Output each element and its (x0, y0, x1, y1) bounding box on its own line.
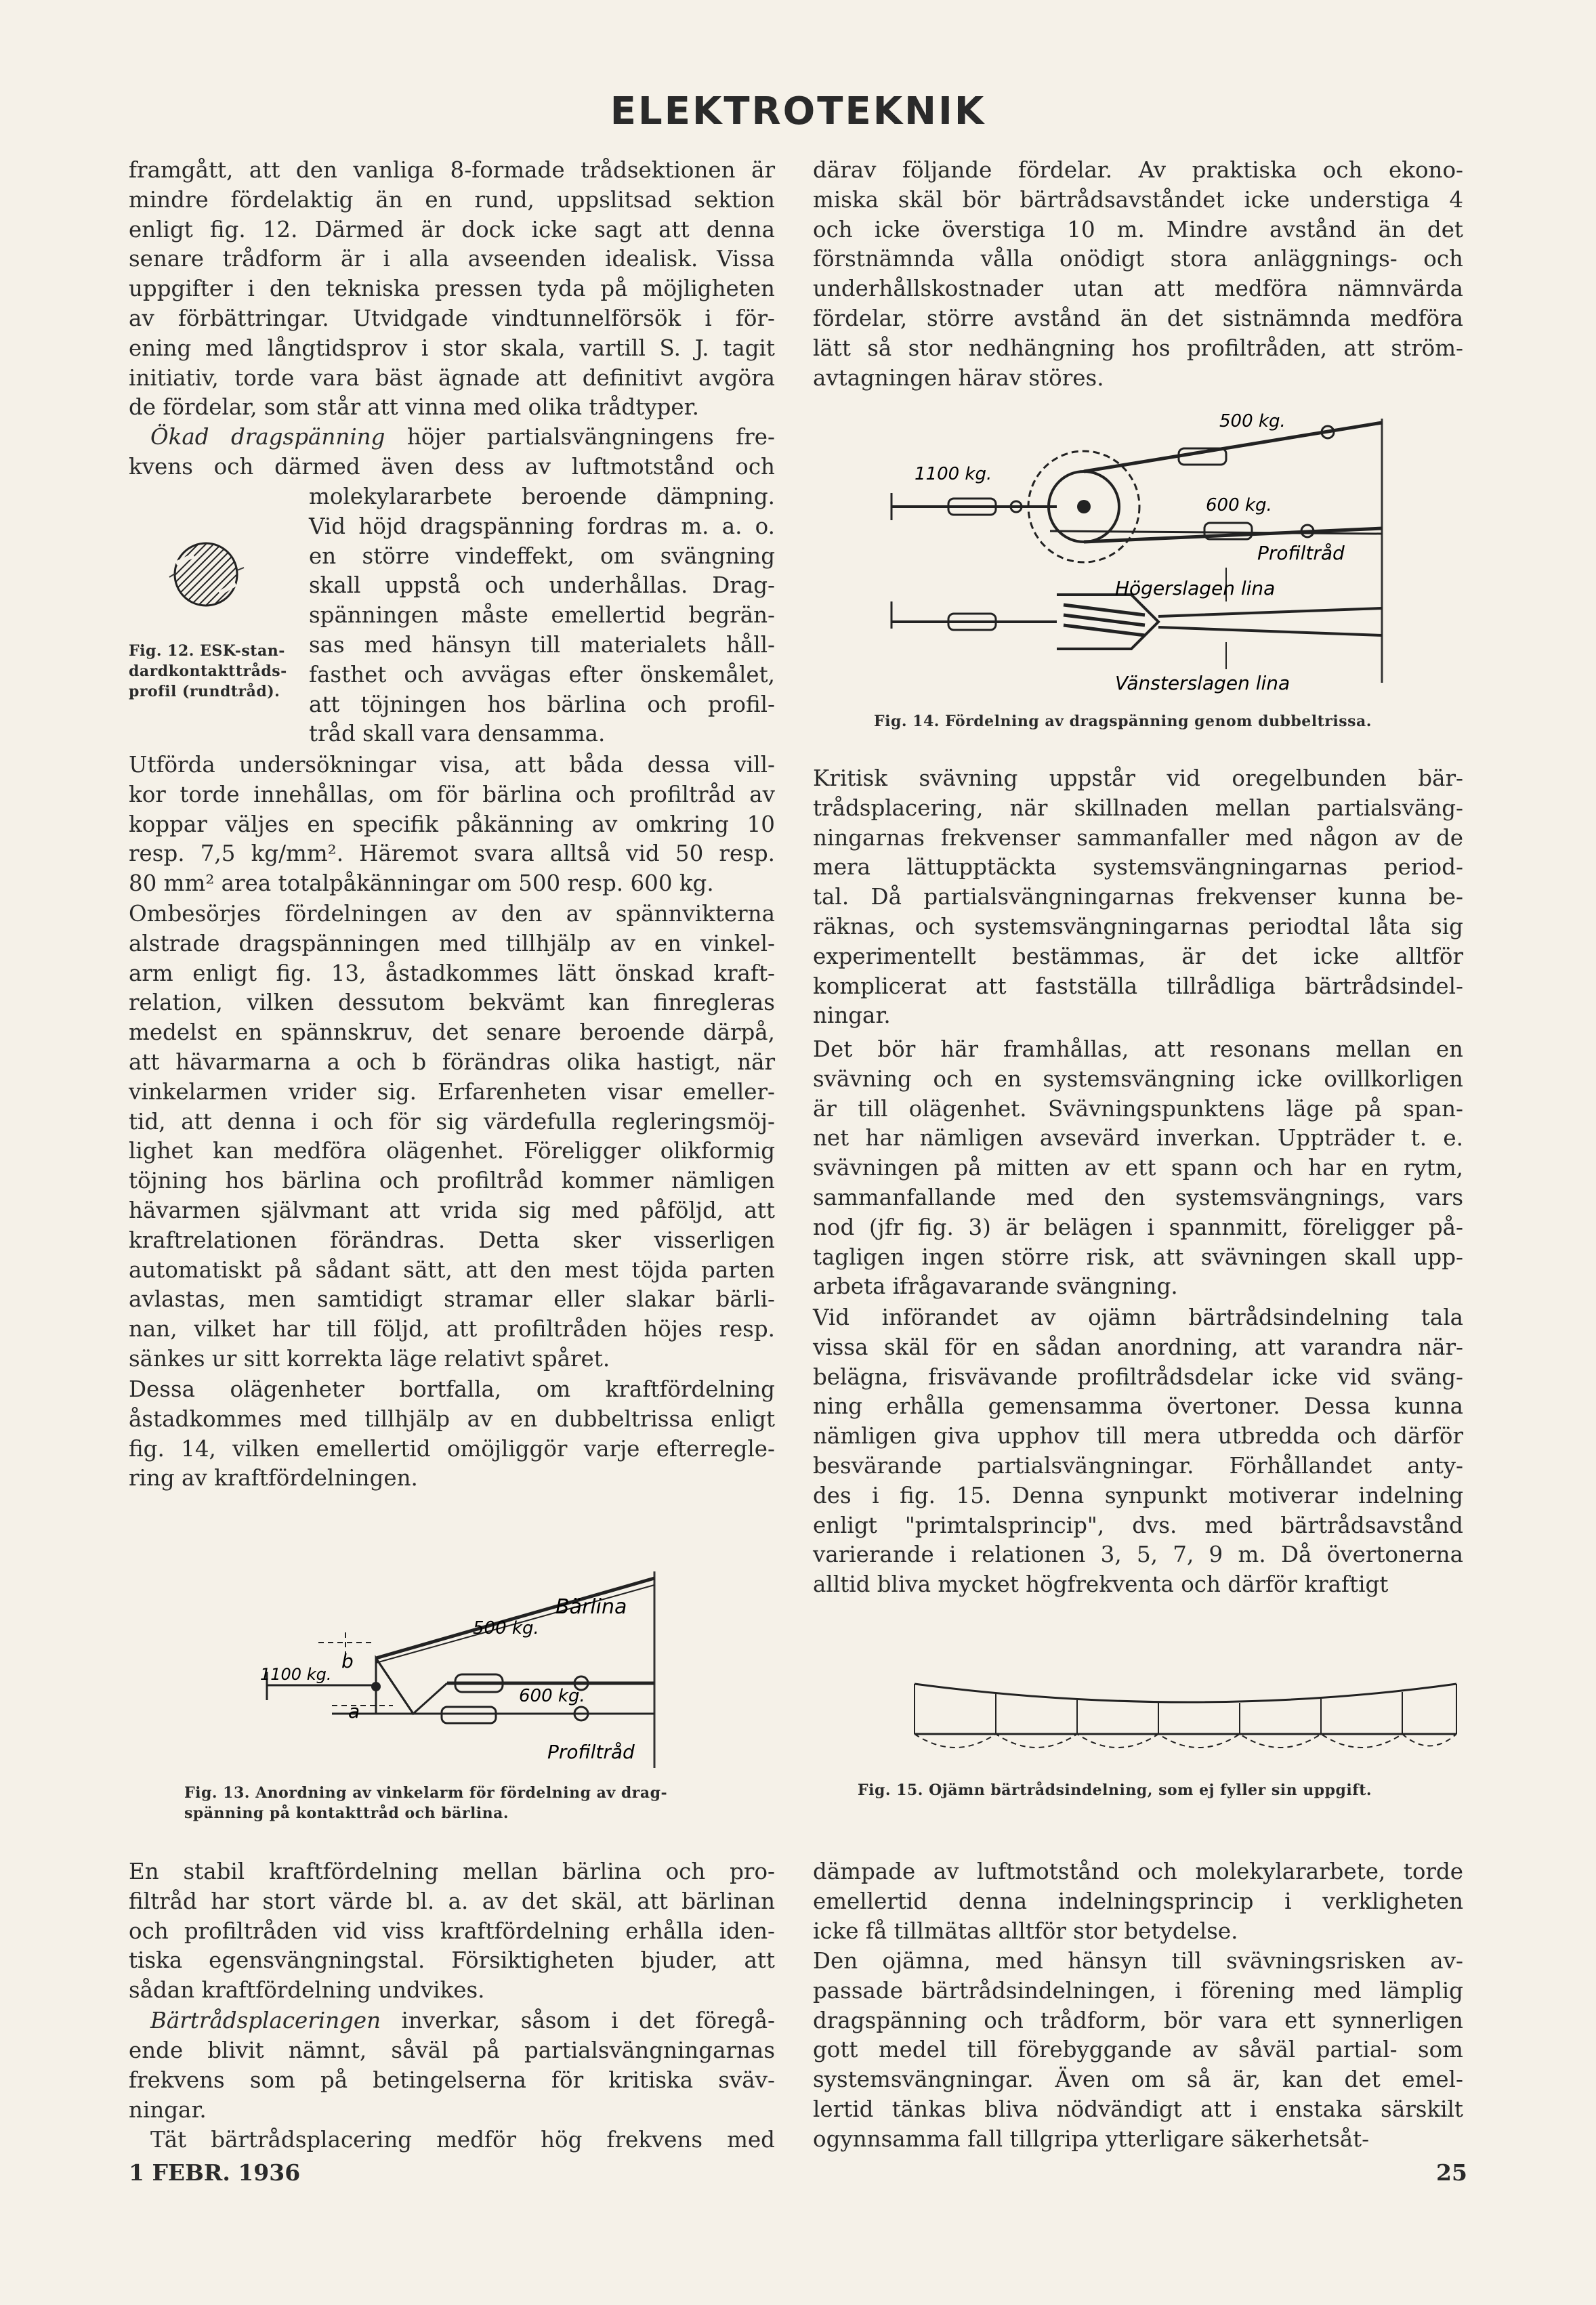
text-line: vinkelarmen vrider sig. Erfarenheten visar emeller- (129, 1078, 775, 1105)
left-paragraph-5 (129, 1375, 775, 1494)
left-paragraph-7 (129, 2036, 775, 2125)
text-line: profil (rundtråd). (129, 683, 280, 700)
text-line: relation, vilken dessutom bekvämt kan finregleras (129, 990, 775, 1016)
text-line: kraftrelationen förändras. Detta sker visserligen (129, 1227, 775, 1253)
text-line: resp. 7,5 kg/mm². Häremot svara alltså vid 50 resp. (129, 841, 775, 867)
text-line: arm enligt fig. 13, åstadkommes lätt önskad kraft- (129, 960, 775, 986)
bartradsplaceringen-lead: Bärtrådsplaceringen (150, 2008, 381, 2033)
text-line: frekvens som på betingelserna för kritiska sväv- (129, 2067, 775, 2093)
text-line: koppar väljes en specifik påkänning av omkring 10 (129, 811, 775, 837)
left-paragraph-6 (129, 1857, 775, 2006)
text-line: miska skäl bör bärtrådsavståndet icke understiga 4 (813, 186, 1463, 213)
fig14-1100kg-label: 1100 kg. (915, 464, 992, 484)
footer-date: 1 FEBR. 1936 (129, 2159, 301, 2186)
text-line: des i fig. 15. Denna synpunkt motiverar indelning (813, 1482, 1463, 1508)
text-line: underhållskostnader utan att medföra nämnvärda (813, 276, 1463, 302)
text-line: och profiltråden vid viss kraftfördelning erhålla iden- (129, 1918, 775, 1944)
text-line: filtråd har stort värde bl. a. av det skäl, att bärlinan (129, 1888, 775, 1914)
text-line: nod (jfr fig. 3) är belägen i spannmitt, föreligger på- (813, 1214, 1463, 1240)
text-line: sänkes ur sitt korrekta läge relativt spåret. (129, 1345, 610, 1372)
p7-first-rest: inverkar, såsom i det föregå- (381, 2008, 775, 2033)
text-line: uppgifter i den tekniska pressen tyda på möjligheten (129, 276, 775, 302)
text-line: Vid införandet av ojämn bärtrådsindelning tala (813, 1305, 1463, 1330)
text-line: ring av kraftfördelningen. (129, 1465, 418, 1492)
right-paragraph-3 (813, 1035, 1463, 1302)
text-line: trådsplacering, när skillnaden mellan partialsväng- (813, 795, 1463, 821)
text-line: sammanfallande med den systemsvängnings, vars (813, 1184, 1463, 1210)
fig13-500kg-label: 500 kg. (473, 1618, 539, 1638)
fig13-profiltrad-label: Profiltråd (547, 1741, 635, 1763)
ökad-dragspanning-lead: Ökad dragspänning (150, 424, 385, 450)
fig14-diagram (887, 398, 1402, 703)
text-line: besvärande partialsvängningar. Förhållandet anty- (813, 1452, 1463, 1479)
right-paragraph-2 (813, 764, 1463, 1031)
text-line: 80 mm² area totalpåkänningar om 500 resp. 600 kg. (129, 870, 714, 897)
left-paragraph-1 (129, 156, 775, 423)
text-line: förstnämnda vålla onödigt stora anläggnings- och (813, 246, 1463, 272)
text-line: emellertid denna indelningsprincip i verkligheten (813, 1888, 1463, 1914)
text-line: Tät bärtrådsplacering medför hög frekvens med (150, 2127, 775, 2153)
text-line: är till olägenhet. Svävningspunktens läge på span- (813, 1095, 1463, 1122)
right-paragraph-4 (813, 1303, 1463, 1600)
text-line: senare trådform är i alla avseenden idealisk. Vissa (129, 246, 775, 272)
text-line: dämpade av luftmotstånd och molekylararbete, torde (813, 1859, 1463, 1884)
text-line: mera lättupptäckta systemsvängningarnas period- (813, 854, 1463, 881)
text-line: Kritisk svävning uppstår vid oregelbunden bär- (813, 765, 1463, 791)
text-line: Fig. 13. Anordning av vinkelarm för fördelning av drag- (184, 1784, 668, 1802)
right-paragraph-6 (813, 1947, 1463, 2155)
text-line: Utförda undersökningar visa, att båda dessa vill- (129, 752, 775, 778)
fig13-b-label: b (341, 1650, 354, 1672)
left-paragraph-4 (129, 900, 775, 1374)
left-paragraph-8 (150, 2126, 775, 2155)
text-line: Fig. 12. ESK-stan- (129, 642, 285, 660)
footer-page-number: 25 (1436, 2159, 1467, 2186)
text-line: att hävarmarna a och b förändras olika hastigt, när (129, 1049, 775, 1075)
text-line: experimentellt bestämmas, är det icke alltför (813, 943, 1463, 969)
text-line: av förbättringar. Utvidgade vindtunnelförsök i för- (129, 305, 775, 331)
text-line: systemsvängningar. Även om så är, kan det emel- (813, 2067, 1463, 2093)
text-line: nan, vilket har till följd, att profiltråden höjes resp. (129, 1316, 775, 1342)
text-line: tid, att denna i och för sig värdefulla regleringsmöj- (129, 1108, 775, 1135)
fig13-barlina-label: Bärlina (555, 1595, 627, 1619)
text-line: fördelar, större avstånd än det sistnämnda medföra (813, 305, 1463, 331)
fig12-wire-profile (167, 536, 248, 611)
text-line: kor torde innehållas, om för bärlina och profiltråd av (129, 781, 775, 807)
text-line: dragspänning och trådform, bör vara ett synnerligen (813, 2007, 1463, 2033)
left-paragraph-2-indented (309, 482, 775, 749)
text-line: fasthet och avvägas efter önskemålet, (309, 661, 775, 688)
text-line: Ombesörjes fördelningen av den av spännvikterna (129, 901, 775, 927)
text-line: ening med långtidsprov i stor skala, vartill S. J. tagit (129, 335, 775, 361)
fig13-caption (184, 1783, 667, 1823)
text-line: framgått, att den vanliga 8-formade trådsektionen är (129, 157, 775, 183)
text-line: töjning hos bärlina och profiltråd kommer nämligen (129, 1168, 775, 1194)
text-line: medelst en spännskruv, det senare beroende därpå, (129, 1019, 775, 1046)
text-line: tråd skall vara densamma. (309, 721, 606, 747)
text-line: arbeta ifrågavarande svängning. (813, 1273, 1178, 1300)
text-line: Den ojämna, med hänsyn till svävningsrisken av- (813, 1948, 1463, 1974)
text-line: komplicerat att fastställa tillrådliga bärtrådsindel- (813, 973, 1463, 999)
page-header: ELEKTROTEKNIK (610, 89, 986, 133)
left-paragraph-2-start (150, 423, 775, 452)
text-line: molekylararbete beroende dämpning. (309, 484, 775, 509)
text-line: Vid höjd dragspänning fordras m. a. o. (309, 513, 775, 539)
text-line: de fördelar, som står att vinna med olika trådtyper. (129, 394, 699, 421)
text-line: att töjningen hos bärlina och profil- (309, 691, 775, 717)
text-line: vissa skäl för en sådan anordning, att varandra när- (813, 1334, 1463, 1360)
text-line: ning erhålla gemensamma övertoner. Dessa kunna (813, 1393, 1463, 1420)
text-line: automatiskt på sådant sätt, att den mest töjda parten (129, 1256, 775, 1283)
text-line: ningarnas frekvenser sammanfaller med någon av de (813, 824, 1463, 851)
text-line: svävning och en systemsvängning icke ovillkorligen (813, 1065, 1463, 1092)
text-line: alltid bliva mycket högfrekventa och därför kraftigt (813, 1571, 1389, 1598)
text-line: alstrade dragspänningen med tillhjälp av en vinkel- (129, 930, 775, 956)
text-line: svävningen på mitten av ett spann och har en rytm, (813, 1155, 1463, 1181)
left-paragraph-7-start (150, 2006, 775, 2036)
fig14-vanster-label: Vänsterslagen lina (1115, 672, 1290, 694)
p2-first-rest: höjer partialsvängningens fre- (385, 424, 775, 450)
text-line: Dessa olägenheter bortfalla, om kraftfördelning (129, 1376, 775, 1402)
text-line: net har nämligen avsevärd inverkan. Uppträder t. e. (813, 1125, 1463, 1151)
text-line: gott medel till förebyggande av såväl partial- som (813, 2037, 1463, 2063)
left-paragraph-2-line2 (129, 452, 775, 482)
text-line: avlastas, men samtidigt stramar eller slakar bärli- (129, 1286, 775, 1313)
text-line: lätt så stor nedhängning hos profiltråden, att ström- (813, 335, 1463, 361)
text-line: skall uppstå och underhållas. Drag- (309, 572, 775, 599)
text-line: varierande i relationen 3, 5, 7, 9 m. Då övertonerna (813, 1542, 1463, 1568)
fig15-caption: Fig. 15. Ojämn bärtrådsindelning, som ej fyller sin uppgift. (858, 1781, 1372, 1799)
text-line: åstadkommes med tillhjälp av en dubbeltrissa enligt (129, 1405, 775, 1432)
right-paragraph-1 (813, 156, 1463, 393)
fig14-500kg-label: 500 kg. (1219, 411, 1286, 431)
text-line: ende blivit nämnt, såväl på partialsvängningarnas (129, 2037, 775, 2063)
text-line: mindre fördelaktig än en rund, uppslitsad sektion (129, 186, 775, 213)
text-line: En stabil kraftfördelning mellan bärlina och pro- (129, 1859, 775, 1884)
text-line: ogynnsamma fall tillgripa ytterligare säkerhetsåt- (813, 2126, 1370, 2152)
text-line: lertid tänkas bliva nödvändigt att i enstaka särskilt (813, 2096, 1463, 2122)
text-line: spänningen måste emellertid begrän- (309, 602, 775, 629)
text-line: enligt fig. 12. Därmed är dock icke sagt att denna (129, 216, 775, 242)
fig14-caption: Fig. 14. Fördelning av dragspänning genom dubbeltrissa. (874, 713, 1372, 730)
left-paragraph-3 (129, 750, 775, 899)
fig14-600kg-label: 600 kg. (1206, 495, 1272, 515)
text-line: belägna, frisvävande profiltrådsdelar icke vid sväng- (813, 1363, 1463, 1390)
text-line: sådan kraftfördelning undvikes. (129, 1977, 485, 2004)
text-line: dardkontakttråds- (129, 662, 287, 680)
text-line: avtagningen härav störes. (813, 364, 1104, 391)
text-line: hävarmen självmant att vrida sig med påföljd, att (129, 1197, 775, 1223)
text-line: initiativ, torde vara bäst ägnade att definitivt avgöra (129, 364, 775, 391)
text-line: sas med hänsyn till materialets håll- (309, 631, 775, 658)
fig13-600kg-label: 600 kg. (519, 1686, 585, 1706)
fig13-a-label: a (348, 1700, 360, 1722)
fig15-diagram (908, 1666, 1470, 1775)
text-line: fig. 14, vilken emellertid omöjliggör varje efterregle- (129, 1435, 775, 1462)
text-line: tiska egensvängningstal. Försiktigheten bjuder, att (129, 1947, 775, 1974)
text-line: nämligen giva upphov till mera utbredda och därför (813, 1423, 1463, 1450)
text-line: icke få tillmätas alltför stor betydelse. (813, 1918, 1238, 1944)
text-line: enligt "primtalsprincip", dvs. med bärtrådsavstånd (813, 1512, 1463, 1538)
text-line: räknas, och systemsvängningarnas periodtal låta sig (813, 913, 1463, 939)
text-line: en större vindeffekt, om svängning (309, 543, 775, 569)
fig12-caption (129, 641, 287, 702)
fig13-1100kg-label: 1100 kg. (260, 1665, 332, 1684)
right-paragraph-5 (813, 1857, 1463, 1946)
text-line: lighet kan medföra olägenhet. Föreligger olikformig (129, 1138, 775, 1164)
text-line: spänning på kontakttråd och bärlina. (184, 1804, 509, 1822)
fig14-hogerslagen-label: Högerslagen lina (1115, 577, 1276, 599)
text-line: tal. Då partialsvängningarnas frekvenser kunna be- (813, 884, 1463, 910)
fig14-profiltrad-label: Profiltråd (1257, 542, 1345, 564)
text-line: Det bör här framhållas, att resonans mellan en (813, 1036, 1463, 1062)
text-line: därav följande fördelar. Av praktiska och ekono- (813, 157, 1463, 183)
p2-second-line: kvens och därmed även dess av luftmotstånd och (129, 454, 775, 480)
text-line: ningar. (813, 1002, 891, 1029)
text-line: ningar. (129, 2096, 207, 2123)
text-line: passade bärtrådsindelningen, i förening med lämplig (813, 1977, 1463, 2004)
fig13-diagram (257, 1558, 657, 1775)
text-line: och icke överstiga 10 m. Mindre avstånd än det (813, 216, 1463, 242)
text-line: tagligen ingen större risk, att svävningen skall upp- (813, 1244, 1463, 1270)
